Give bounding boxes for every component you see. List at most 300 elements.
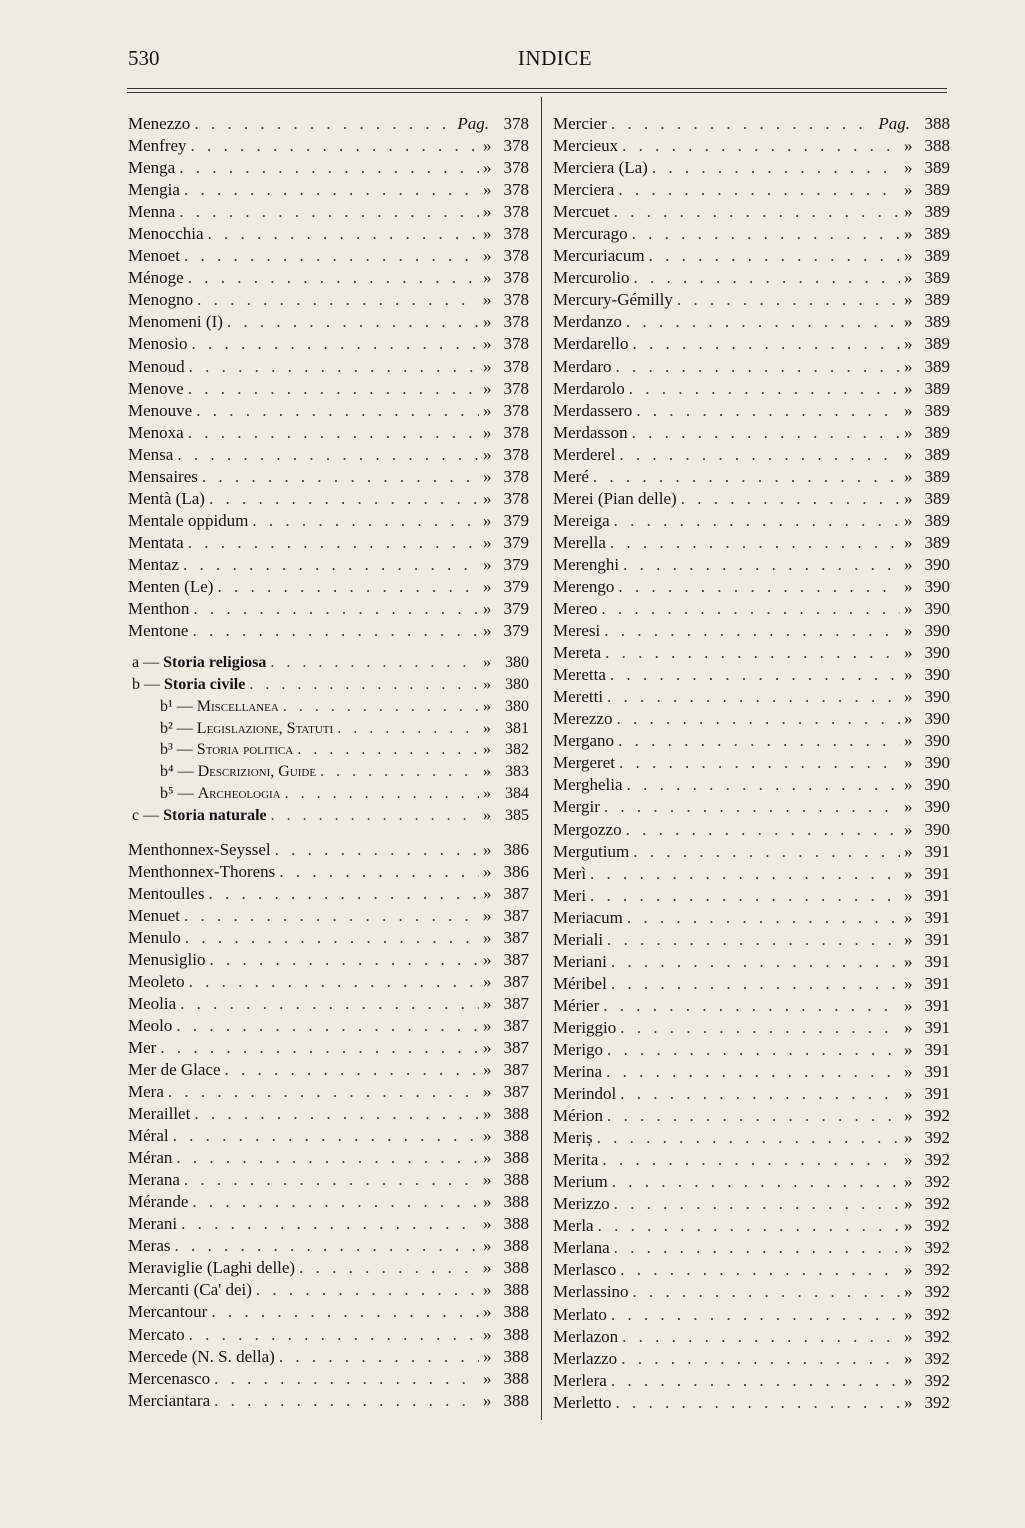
leader-dots [626, 311, 900, 333]
index-entry [553, 620, 950, 642]
page-mark: » [904, 246, 913, 266]
page-mark: » [904, 907, 913, 927]
subsection-page: 384 [505, 784, 529, 802]
subsection-entry [128, 739, 529, 761]
entry-page: 392 [924, 1282, 950, 1302]
entry-page: 387 [503, 993, 529, 1013]
subsection-label: Miscellanea [196, 697, 279, 715]
subsection-prefix: b — [132, 675, 164, 693]
index-entry [128, 554, 529, 576]
page-mark: » [483, 1126, 492, 1146]
entry-name: Merana [128, 1170, 180, 1190]
entry-name: Mergozzo [553, 819, 622, 839]
leader-dots [614, 201, 900, 223]
entry-page: 390 [924, 576, 950, 596]
index-entry [128, 113, 529, 135]
index-entry [553, 1304, 950, 1326]
entry-page: 379 [503, 576, 529, 596]
entry-page: 390 [924, 599, 950, 619]
entry-page: 391 [924, 1039, 950, 1059]
entry-page: 389 [924, 422, 950, 442]
leader-dots [173, 1125, 479, 1147]
page-mark: » [904, 136, 913, 156]
leader-dots [189, 971, 479, 993]
index-entry [553, 1370, 950, 1392]
entry-name: Merdanzo [553, 312, 622, 332]
index-entry [128, 1191, 529, 1213]
page-mark: » [483, 158, 492, 178]
page-mark: » [904, 841, 913, 861]
subsection-label: Archeologia [197, 784, 281, 802]
leader-dots [188, 422, 479, 444]
leader-dots [610, 532, 900, 554]
entry-name: Merciera [553, 180, 615, 200]
subsection-name [128, 783, 281, 805]
entry-name: Merengo [553, 576, 615, 596]
leader-dots [620, 1017, 900, 1039]
entry-page: 390 [924, 621, 950, 641]
index-entry [553, 422, 950, 444]
page-mark: » [904, 665, 913, 685]
page-mark: » [483, 400, 492, 420]
entry-name: Meriani [553, 951, 607, 971]
page-mark: » [904, 1039, 913, 1059]
index-entry [128, 905, 529, 927]
entry-name: Merium [553, 1172, 608, 1192]
entry-page: 386 [503, 861, 529, 881]
page-mark: » [483, 675, 491, 693]
leader-dots [620, 1083, 900, 1105]
index-entry [553, 444, 950, 466]
entry-page: 392 [924, 1304, 950, 1324]
entry-name: Merletto [553, 1392, 612, 1412]
leader-dots [618, 179, 900, 201]
entry-name: Meolia [128, 993, 177, 1013]
entry-page: 390 [924, 775, 950, 795]
entry-name: Mereiga [553, 510, 610, 530]
index-entry [128, 1059, 529, 1081]
leader-dots [636, 400, 900, 422]
leader-dots [619, 444, 900, 466]
leader-dots [196, 400, 479, 422]
entry-name: Menouve [128, 400, 193, 420]
page-mark: » [904, 709, 913, 729]
leader-dots [179, 201, 479, 223]
page-mark: » [904, 1172, 913, 1192]
leader-dots [191, 135, 479, 157]
spacer [128, 827, 529, 839]
entry-page: 379 [503, 599, 529, 619]
index-entry [553, 730, 950, 752]
entry-name: Meri [553, 885, 587, 905]
index-entry [553, 576, 950, 598]
entry-page: 378 [503, 268, 529, 288]
leader-dots [626, 819, 900, 841]
entry-name: Mercurago [553, 224, 628, 244]
index-entry [553, 686, 950, 708]
index-entry [553, 201, 950, 223]
index-entry [128, 598, 529, 620]
index-entry [128, 1081, 529, 1103]
leader-dots [633, 333, 900, 355]
page-mark: » [483, 1059, 492, 1079]
entry-name: Meretti [553, 687, 604, 707]
leader-dots [623, 554, 900, 576]
page-mark: » [483, 356, 492, 376]
page-mark: » [483, 1192, 492, 1212]
page-mark: » [904, 1238, 913, 1258]
entry-name: Menogno [128, 290, 194, 310]
page-mark: » [904, 180, 913, 200]
leader-dots [208, 223, 479, 245]
index-entry [553, 774, 950, 796]
entry-name: Mercanti (Ca' dei) [128, 1280, 252, 1300]
page-mark: » [483, 1170, 492, 1190]
entry-name: Mensaires [128, 466, 198, 486]
subsection-prefix: b⁵ — [160, 784, 198, 802]
page-mark: » [904, 797, 913, 817]
page-mark: » [904, 290, 913, 310]
entry-name: Mercieux [553, 136, 619, 156]
right-entries [553, 113, 950, 1414]
entry-name: Mergir [553, 797, 600, 817]
entry-name: Mérier [553, 995, 600, 1015]
leader-dots [633, 841, 900, 863]
index-entry [553, 378, 950, 400]
index-entry [553, 929, 950, 951]
entry-page: 387 [503, 1037, 529, 1057]
leader-dots [188, 378, 479, 400]
index-entry [553, 311, 950, 333]
entry-name: Merderel [553, 444, 616, 464]
entry-page: 389 [924, 246, 950, 266]
subsection-prefix: a — [132, 654, 164, 672]
entry-name: Mercuriacum [553, 246, 645, 266]
index-entry [553, 1171, 950, 1193]
entry-page: 378 [503, 334, 529, 354]
entry-page: 379 [503, 554, 529, 574]
page-mark: » [483, 1346, 492, 1366]
index-entry [553, 554, 950, 576]
page-mark: » [483, 202, 492, 222]
entry-name: Meoleto [128, 971, 185, 991]
entry-name: Mentà (La) [128, 488, 205, 508]
entry-page: 392 [924, 1128, 950, 1148]
subsection-entry [128, 674, 529, 696]
page-mark: » [483, 1302, 492, 1322]
index-entry [128, 289, 529, 311]
page-mark: » [483, 806, 491, 824]
leader-dots [177, 444, 479, 466]
entry-name: Mérion [553, 1106, 604, 1126]
leader-dots [632, 223, 900, 245]
entry-page: 391 [924, 885, 950, 905]
page-mark: » [904, 1062, 913, 1082]
subsection-label: Descrizioni, Guide [197, 763, 317, 781]
entry-name: Mercede (N. S. della) [128, 1346, 275, 1366]
entry-page: 388 [503, 1368, 529, 1388]
entry-page: 378 [503, 246, 529, 266]
leader-dots [211, 1301, 479, 1323]
index-entry [553, 400, 950, 422]
index-entry [128, 532, 529, 554]
index-entry [128, 839, 529, 861]
leader-dots [605, 642, 900, 664]
index-entry [553, 267, 950, 289]
index-entry [128, 861, 529, 883]
entry-page: 387 [503, 1082, 529, 1102]
entry-name: Meriggio [553, 1017, 617, 1037]
subsection-prefix: b⁴ — [160, 763, 198, 781]
entry-name: Meriș [553, 1128, 593, 1148]
leader-dots [214, 1390, 479, 1412]
leader-dots [602, 1149, 900, 1171]
leader-dots [611, 1304, 900, 1326]
index-entry [553, 245, 950, 267]
subsection-page: 380 [505, 675, 529, 693]
entry-page: 392 [924, 1238, 950, 1258]
entry-name: Meré [553, 466, 589, 486]
index-entry [128, 223, 529, 245]
leader-dots [179, 157, 479, 179]
page-mark: » [904, 1150, 913, 1170]
entry-page: 392 [924, 1370, 950, 1390]
entry-page: 388 [503, 1280, 529, 1300]
entry-name: Merita [553, 1150, 599, 1170]
index-entry [553, 157, 950, 179]
entry-name: Mentaz [128, 554, 179, 574]
index-entry [128, 267, 529, 289]
page-mark: » [904, 1304, 913, 1324]
entry-name: Méribel [553, 973, 607, 993]
entry-name: Mergutium [553, 841, 630, 861]
entry-name: Mensa [128, 444, 174, 464]
entry-name: Mereo [553, 599, 598, 619]
page-mark: » [483, 1082, 492, 1102]
entry-page: 392 [924, 1260, 950, 1280]
index-entry [128, 1368, 529, 1390]
page-mark: » [904, 554, 913, 574]
entry-name: Menthon [128, 599, 190, 619]
leader-dots [189, 1324, 479, 1346]
leader-dots [614, 510, 900, 532]
entry-page: 389 [924, 312, 950, 332]
index-entry [553, 1392, 950, 1414]
index-entry [128, 883, 529, 905]
subsection-page: 383 [505, 763, 529, 781]
index-entry [553, 1281, 950, 1303]
entry-page: 390 [924, 797, 950, 817]
index-entry [553, 1127, 950, 1149]
entry-page: 379 [503, 621, 529, 641]
index-entry [128, 422, 529, 444]
leader-dots [185, 927, 479, 949]
entry-name: Merigo [553, 1039, 604, 1059]
entry-page: 390 [924, 753, 950, 773]
leader-dots [160, 1037, 479, 1059]
entry-page: 378 [503, 158, 529, 178]
entry-page: 387 [503, 949, 529, 969]
index-entry [553, 1237, 950, 1259]
entry-page: 378 [503, 180, 529, 200]
page-mark: » [483, 1015, 492, 1035]
subsection-entry [128, 696, 529, 718]
index-entry [128, 400, 529, 422]
entry-page: 391 [924, 973, 950, 993]
leader-dots [633, 267, 900, 289]
entry-name: Merlana [553, 1238, 610, 1258]
entry-name: Menfrey [128, 136, 187, 156]
leader-dots [183, 554, 479, 576]
subsection-prefix: b² — [160, 719, 197, 737]
entry-name: Mentale oppidum [128, 510, 249, 530]
index-entry [128, 620, 529, 642]
entry-name: Merciera (La) [553, 158, 648, 178]
entry-name: Mercato [128, 1324, 185, 1344]
page-mark: » [904, 819, 913, 839]
page-mark: » [483, 784, 491, 802]
entry-name: Mentone [128, 621, 189, 641]
index-entry [553, 752, 950, 774]
entry-name: Mengia [128, 180, 180, 200]
index-entry [128, 927, 529, 949]
leader-dots [279, 861, 479, 883]
page-mark: » [483, 576, 492, 596]
entry-page: 391 [924, 1062, 950, 1082]
index-entry [128, 333, 529, 355]
entry-page: 378 [503, 224, 529, 244]
left-column [128, 113, 529, 1412]
leader-dots [202, 466, 479, 488]
page-mark: » [904, 1128, 913, 1148]
index-entry [553, 885, 950, 907]
entry-name: Mercuet [553, 202, 610, 222]
entry-name: Menocchia [128, 224, 204, 244]
page-mark: » [483, 1037, 492, 1057]
subsection-entry [128, 805, 529, 827]
index-entry [128, 157, 529, 179]
entry-page: 378 [503, 114, 529, 133]
page-mark: » [483, 971, 492, 991]
index-entry [128, 356, 529, 378]
page-mark: » [904, 1282, 913, 1302]
leader-dots [209, 949, 479, 971]
index-entry [553, 1215, 950, 1237]
entry-name: Menosio [128, 334, 188, 354]
leader-dots [174, 1235, 479, 1257]
page-mark: » [483, 312, 492, 332]
entry-name: Merlera [553, 1370, 607, 1390]
entry-name: Méral [128, 1126, 169, 1146]
index-entry [128, 1213, 529, 1235]
leader-dots [181, 1213, 479, 1235]
leader-dots [214, 1368, 479, 1390]
subsection-page: 381 [505, 719, 529, 737]
page-mark: » [904, 1106, 913, 1126]
entry-page: 379 [503, 510, 529, 530]
entry-page: 391 [924, 1017, 950, 1037]
leader-dots [606, 1061, 900, 1083]
page-mark: » [904, 576, 913, 596]
entry-name: Merdarolo [553, 378, 625, 398]
entry-page: 392 [924, 1392, 950, 1412]
index-entry [553, 1105, 950, 1127]
page-mark: » [904, 775, 913, 795]
entry-page: 390 [924, 554, 950, 574]
leader-dots [611, 113, 875, 135]
page-mark: » [904, 378, 913, 398]
index-entry [128, 576, 529, 598]
leader-dots [681, 488, 900, 510]
leader-dots [189, 356, 479, 378]
leader-dots [597, 1127, 900, 1149]
leader-dots [632, 422, 900, 444]
entry-page: 378 [503, 488, 529, 508]
entry-name: Merenghi [553, 554, 620, 574]
page-mark: » [483, 1214, 492, 1234]
leader-dots [337, 718, 479, 740]
entry-name: Mérande [128, 1192, 189, 1212]
page-mark: » [483, 949, 492, 969]
entry-page: 390 [924, 643, 950, 663]
entry-page: 392 [924, 1106, 950, 1126]
leader-dots [279, 1346, 479, 1368]
leader-dots [633, 1281, 900, 1303]
leader-dots [176, 1147, 479, 1169]
index-entry [128, 378, 529, 400]
page-mark: » [904, 995, 913, 1015]
entry-name: Mercenasco [128, 1368, 211, 1388]
leader-dots [611, 973, 900, 995]
leader-dots [629, 378, 900, 400]
entry-page: 388 [503, 1214, 529, 1234]
leader-dots [180, 993, 479, 1015]
entry-name: Menna [128, 202, 176, 222]
leader-dots [193, 598, 479, 620]
index-entry [128, 510, 529, 532]
page-mark: » [483, 422, 492, 442]
entry-page: 387 [503, 1059, 529, 1079]
entry-page: 378 [503, 422, 529, 442]
subsection-label: Storia religiosa [163, 654, 267, 672]
leader-dots [607, 686, 900, 708]
entry-name: Merlassino [553, 1282, 629, 1302]
index-entry [553, 333, 950, 355]
index-entry [553, 796, 950, 818]
entry-name: Ménoge [128, 268, 184, 288]
page-mark: » [483, 334, 492, 354]
leader-dots [184, 1169, 479, 1191]
entry-page: 388 [503, 1390, 529, 1410]
entry-page: 392 [924, 1172, 950, 1192]
leader-dots [590, 863, 900, 885]
leader-dots [610, 664, 900, 686]
index-entry [128, 1125, 529, 1147]
entry-page: 392 [924, 1216, 950, 1236]
entry-name: Meresi [553, 621, 601, 641]
entry-page: 388 [503, 1236, 529, 1256]
left-entries [128, 113, 529, 642]
entry-name: Mentoulles [128, 883, 205, 903]
page-mark: » [904, 312, 913, 332]
entry-name: Mercurolio [553, 268, 630, 288]
entry-page: 389 [924, 180, 950, 200]
entry-page: 378 [503, 136, 529, 156]
leader-dots [677, 289, 900, 311]
index-entry [553, 664, 950, 686]
index-entry [553, 1326, 950, 1348]
entry-page: 386 [503, 839, 529, 859]
